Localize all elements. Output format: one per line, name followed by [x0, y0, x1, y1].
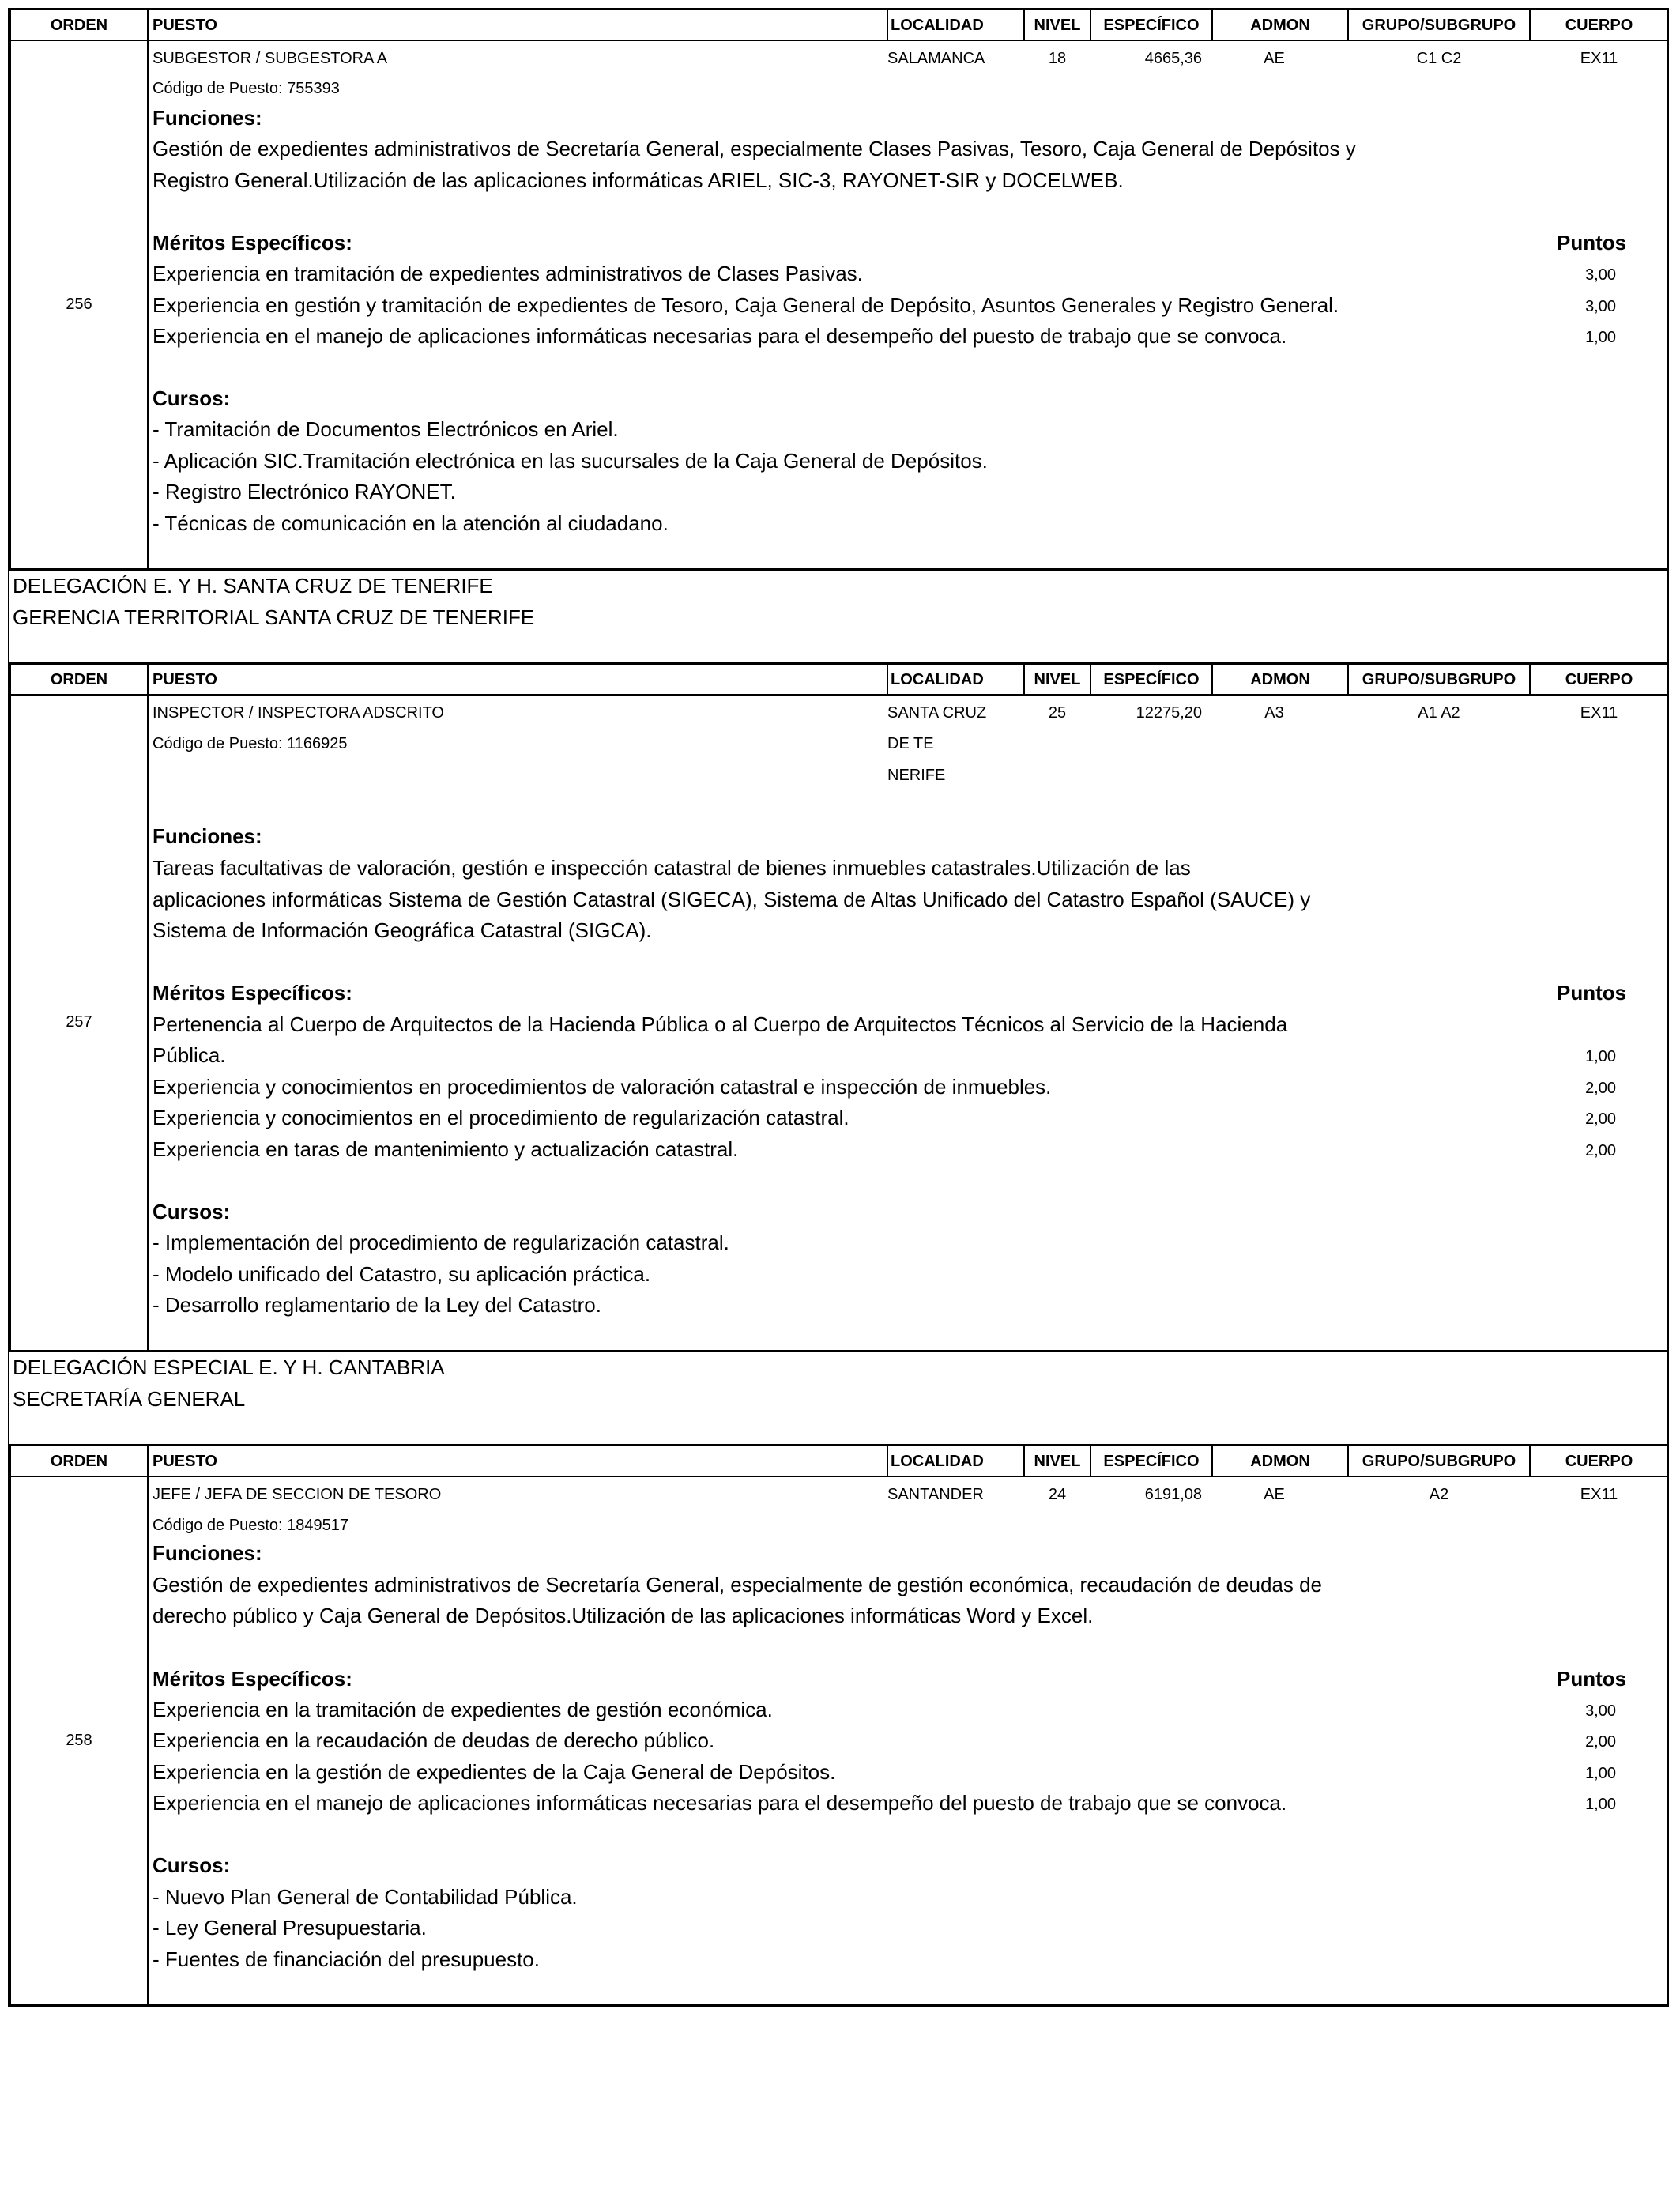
- col-cuerpo-header: CUERPO: [1565, 1453, 1633, 1470]
- merito-puntos: 1,00: [1585, 329, 1616, 346]
- col-puesto-header: PUESTO: [153, 671, 217, 688]
- localidad-value: SANTANDER: [887, 1486, 984, 1503]
- funciones-line: aplicaciones informáticas Sistema de Gestión Catastral (SIGECA), Sistema de Altas Unificado del Catastro Español (SAUCE) y: [153, 888, 1311, 911]
- merito-puntos: 3,00: [1585, 1702, 1616, 1720]
- grupo-value: A1 A2: [1418, 704, 1460, 722]
- merito-text: Experiencia en la recaudación de deudas de derecho público.: [153, 1728, 715, 1752]
- orden-value: 256: [66, 296, 92, 313]
- merito-text: Experiencia en gestión y tramitación de expedientes de Tesoro, Caja General de Depósito, Asuntos Generales y Registro General.: [153, 293, 1339, 317]
- curso-item: - Fuentes de financiación del presupuesto.: [153, 1947, 540, 1971]
- orden-value: 258: [66, 1732, 92, 1749]
- curso-item: - Nuevo Plan General de Contabilidad Pública.: [153, 1885, 578, 1909]
- merito-puntos: 1,00: [1585, 1765, 1616, 1782]
- codigo-puesto: Código de Puesto: 1849517: [153, 1517, 348, 1534]
- merito-puntos: 1,00: [1585, 1048, 1616, 1065]
- admon-value: AE: [1264, 1486, 1285, 1503]
- puntos-label: Puntos: [1557, 1667, 1627, 1691]
- puesto-title: JEFE / JEFA DE SECCION DE TESORO: [153, 1486, 442, 1503]
- cursos-label: Cursos:: [153, 1853, 231, 1877]
- col-admon-header: ADMON: [1250, 1453, 1310, 1470]
- admon-value: AE: [1264, 50, 1285, 67]
- funciones-line: Gestión de expedientes administrativos de Secretaría General, especialmente Clases Pasivas, Tesoro, Caja General de Depósitos y: [153, 137, 1356, 160]
- admon-value: A3: [1264, 704, 1284, 722]
- merito-text: Experiencia en la gestión de expedientes de la Caja General de Depósitos.: [153, 1760, 836, 1784]
- col-orden-header: ORDEN: [50, 1453, 108, 1470]
- col-grupo-header: GRUPO/SUBGRUPO: [1362, 17, 1516, 34]
- merito-puntos: 2,00: [1585, 1142, 1616, 1159]
- merito-text: Experiencia en la tramitación de expedientes de gestión económica.: [153, 1698, 773, 1721]
- merito-text: Experiencia y conocimientos en procedimientos de valoración catastral e inspección de inmuebles.: [153, 1075, 1052, 1099]
- curso-item: - Desarrollo reglamentario de la Ley del Catastro.: [153, 1293, 601, 1317]
- curso-item: - Registro Electrónico RAYONET.: [153, 480, 456, 503]
- col-nivel-header: NIVEL: [1034, 1453, 1081, 1470]
- col-especifico-header: ESPECÍFICO: [1103, 17, 1200, 34]
- merito-text: Experiencia en tramitación de expedientes administrativos de Clases Pasivas.: [153, 262, 863, 285]
- curso-item: - Tramitación de Documentos Electrónicos en Ariel.: [153, 417, 619, 441]
- merito-puntos: 3,00: [1585, 266, 1616, 284]
- col-admon-header: ADMON: [1250, 671, 1310, 688]
- localidad-value: NERIFE: [887, 767, 946, 784]
- nivel-value: 25: [1048, 704, 1067, 722]
- localidad-value: SALAMANCA: [887, 50, 985, 67]
- localidad-value: DE TE: [887, 735, 934, 752]
- merito-puntos: 3,00: [1585, 298, 1616, 315]
- cuerpo-value: EX11: [1580, 704, 1618, 722]
- curso-item: - Técnicas de comunicación en la atención al ciudadano.: [153, 511, 669, 535]
- merito-text: Experiencia en el manejo de aplicaciones informáticas necesarias para el desempeño del puesto de trabajo que se convoca.: [153, 324, 1287, 348]
- merito-puntos: 1,00: [1585, 1796, 1616, 1813]
- section-secretaria: SECRETARÍA GENERAL: [13, 1387, 246, 1411]
- merito-puntos: 2,00: [1585, 1080, 1616, 1097]
- funciones-line: derecho público y Caja General de Depósitos.Utilización de las aplicaciones informáticas Word y Excel.: [153, 1604, 1094, 1627]
- col-localidad-header: LOCALIDAD: [891, 671, 984, 688]
- localidad-value: SANTA CRUZ: [887, 704, 987, 722]
- meritos-label: Méritos Específicos:: [153, 231, 352, 254]
- funciones-label: Funciones:: [153, 1541, 262, 1565]
- section-delegacion: DELEGACIÓN E. Y H. SANTA CRUZ DE TENERIFE: [13, 574, 493, 598]
- funciones-line: Sistema de Información Geográfica Catastral (SIGCA).: [153, 918, 652, 942]
- col-puesto-header: PUESTO: [153, 17, 217, 34]
- cursos-label: Cursos:: [153, 386, 231, 410]
- col-cuerpo-header: CUERPO: [1565, 17, 1633, 34]
- cursos-label: Cursos:: [153, 1200, 231, 1223]
- merito-text: Experiencia en taras de mantenimiento y actualización catastral.: [153, 1137, 739, 1161]
- funciones-line: Tareas facultativas de valoración, gestión e inspección catastral de bienes inmuebles catastrales.Utilización de las: [153, 856, 1191, 880]
- merito-text: Pertenencia al Cuerpo de Arquitectos de la Hacienda Pública o al Cuerpo de Arquitectos Técnicos al Servicio de la Hacienda: [153, 1012, 1288, 1036]
- col-localidad-header: LOCALIDAD: [891, 17, 984, 34]
- grupo-value: A2: [1429, 1486, 1449, 1503]
- cuerpo-value: EX11: [1580, 1486, 1618, 1503]
- col-localidad-header: LOCALIDAD: [891, 1453, 984, 1470]
- funciones-label: Funciones:: [153, 824, 262, 848]
- col-especifico-header: ESPECÍFICO: [1103, 1453, 1200, 1470]
- especifico-value: 12275,20: [1136, 704, 1202, 722]
- especifico-value: 6191,08: [1144, 1486, 1202, 1503]
- merito-puntos: 2,00: [1585, 1110, 1616, 1128]
- codigo-puesto: Código de Puesto: 755393: [153, 80, 340, 97]
- puesto-title: INSPECTOR / INSPECTORA ADSCRITO: [153, 704, 444, 722]
- orden-value: 257: [66, 1013, 92, 1031]
- nivel-value: 24: [1048, 1486, 1067, 1503]
- col-grupo-header: GRUPO/SUBGRUPO: [1362, 1453, 1516, 1470]
- funciones-line: Gestión de expedientes administrativos de Secretaría General, especialmente de gestión económica, recaudación de deudas de: [153, 1573, 1323, 1596]
- section-gerencia: GERENCIA TERRITORIAL SANTA CRUZ DE TENERIFE: [13, 605, 535, 629]
- curso-item: - Implementación del procedimiento de regularización catastral.: [153, 1231, 729, 1254]
- col-orden-header: ORDEN: [50, 17, 108, 34]
- merito-text: Experiencia en el manejo de aplicaciones informáticas necesarias para el desempeño del puesto de trabajo que se convoca.: [153, 1791, 1287, 1815]
- merito-text: Experiencia y conocimientos en el procedimiento de regularización catastral.: [153, 1106, 849, 1129]
- especifico-value: 4665,36: [1144, 50, 1202, 67]
- curso-item: - Aplicación SIC.Tramitación electrónica en las sucursales de la Caja General de Depósitos.: [153, 449, 988, 473]
- section-delegacion: DELEGACIÓN ESPECIAL E. Y H. CANTABRIA: [13, 1355, 445, 1379]
- grupo-value: C1 C2: [1416, 50, 1462, 67]
- puesto-title: SUBGESTOR / SUBGESTORA A: [153, 50, 388, 67]
- col-puesto-header: PUESTO: [153, 1453, 217, 1470]
- col-grupo-header: GRUPO/SUBGRUPO: [1362, 671, 1516, 688]
- puntos-label: Puntos: [1557, 981, 1627, 1005]
- funciones-line: Registro General.Utilización de las aplicaciones informáticas ARIEL, SIC-3, RAYONET-SIR y DOCELWEB.: [153, 168, 1124, 192]
- curso-item: - Modelo unificado del Catastro, su aplicación práctica.: [153, 1262, 651, 1286]
- col-admon-header: ADMON: [1250, 17, 1310, 34]
- nivel-value: 18: [1048, 50, 1067, 67]
- meritos-label: Méritos Específicos:: [153, 1667, 352, 1691]
- col-especifico-header: ESPECÍFICO: [1103, 671, 1200, 688]
- merito-text: Pública.: [153, 1043, 226, 1067]
- funciones-label: Funciones:: [153, 106, 262, 130]
- col-nivel-header: NIVEL: [1034, 17, 1081, 34]
- curso-item: - Ley General Presupuestaria.: [153, 1916, 427, 1940]
- col-orden-header: ORDEN: [50, 671, 108, 688]
- meritos-label: Méritos Específicos:: [153, 981, 352, 1005]
- col-nivel-header: NIVEL: [1034, 671, 1081, 688]
- cuerpo-value: EX11: [1580, 50, 1618, 67]
- col-cuerpo-header: CUERPO: [1565, 671, 1633, 688]
- puntos-label: Puntos: [1557, 231, 1627, 254]
- codigo-puesto: Código de Puesto: 1166925: [153, 735, 348, 752]
- merito-puntos: 2,00: [1585, 1733, 1616, 1751]
